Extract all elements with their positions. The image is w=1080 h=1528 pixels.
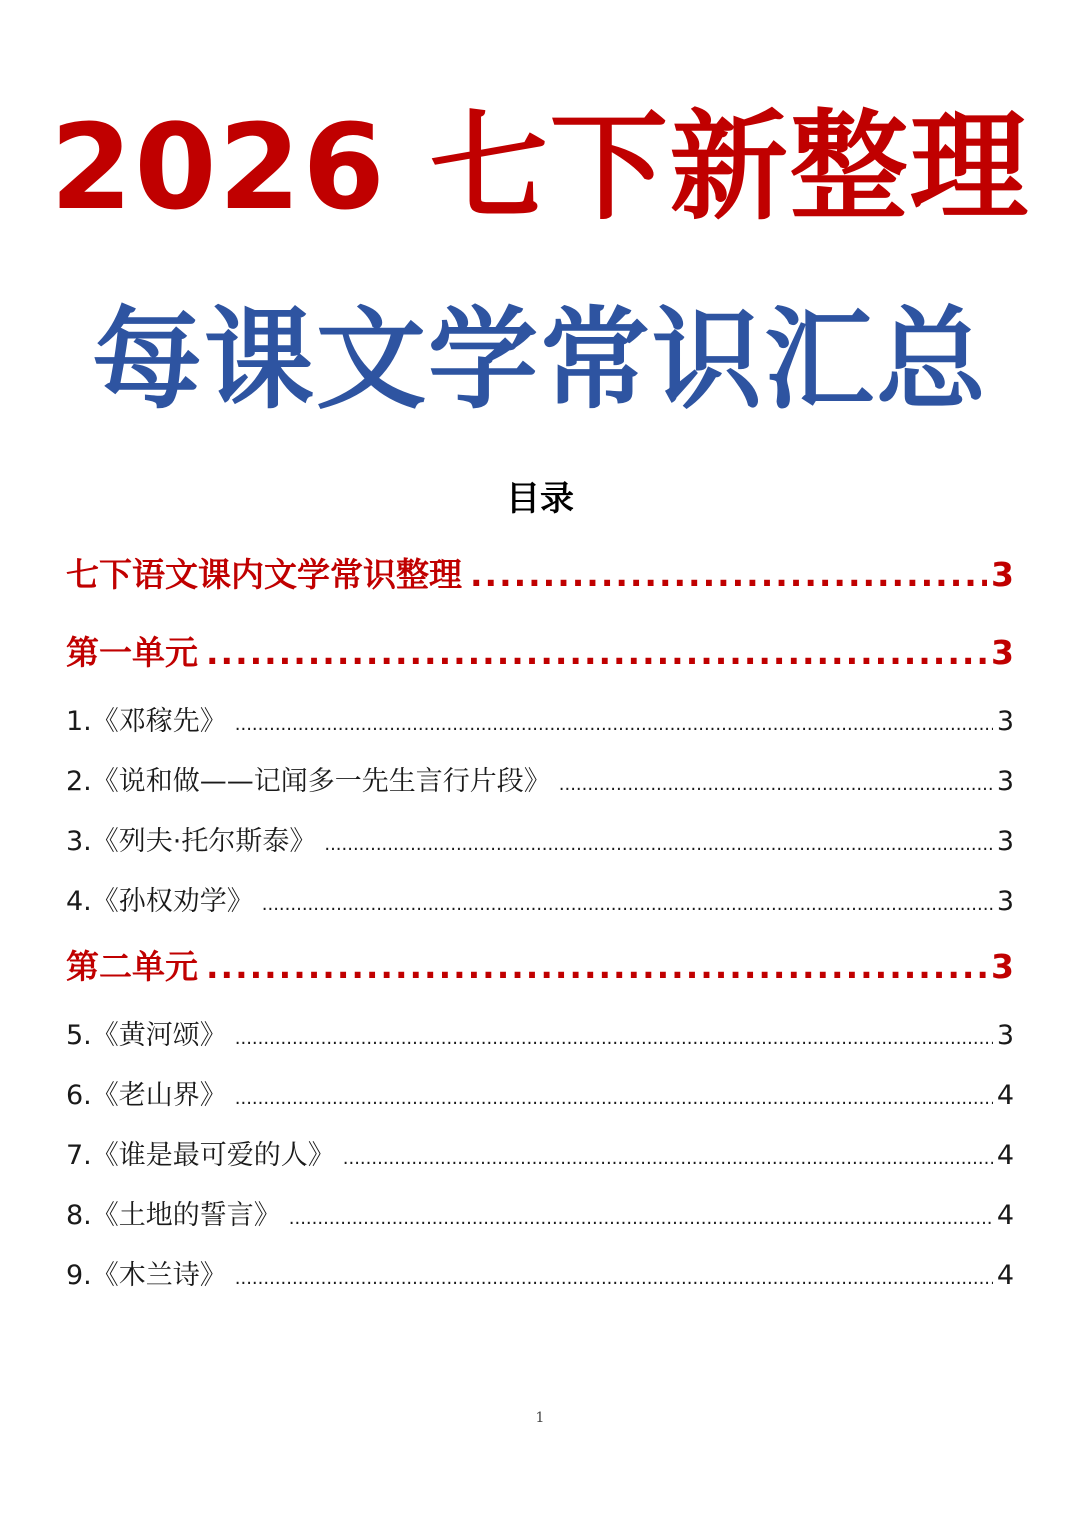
toc-entry-lesson-6[interactable] [66, 1082, 1014, 1109]
toc-page-number: 3 [996, 706, 1014, 737]
toc-dot-leader [343, 1142, 993, 1169]
toc-entry-label: 5.《黄河颂》 [66, 1020, 227, 1051]
toc-dot-leader [235, 708, 993, 735]
toc-entry-lesson-3[interactable] [66, 828, 1014, 855]
toc-dot-leader [324, 828, 992, 855]
toc-entry-unit-2[interactable] [66, 947, 1014, 986]
toc-entry-label: 3.《列夫·托尔斯泰》 [66, 826, 317, 857]
toc-entry-overview[interactable] [66, 555, 1014, 594]
toc-page-number: 3 [996, 886, 1014, 917]
toc-page-number: 4 [996, 1140, 1014, 1171]
toc-page-number: 3 [991, 633, 1014, 672]
toc-entry-unit-1[interactable] [66, 633, 1014, 672]
toc-page-number: 4 [996, 1260, 1014, 1291]
toc-heading: 目录 [506, 479, 574, 519]
toc-dot-leader [206, 636, 987, 669]
toc-page-number: 3 [996, 1020, 1014, 1051]
document-title-line-2: 每课文学常识汇总 [92, 296, 988, 424]
toc-page-number: 3 [996, 826, 1014, 857]
toc-entry-label: 第二单元 [66, 947, 198, 986]
toc-entry-label: 9.《木兰诗》 [66, 1260, 227, 1291]
toc-page-number: 3 [996, 766, 1014, 797]
toc-entry-lesson-4[interactable] [66, 888, 1014, 915]
toc-page-number: 4 [996, 1200, 1014, 1231]
toc-entry-label: 4.《孙权劝学》 [66, 886, 254, 917]
toc-entry-label: 2.《说和做——记闻多一先生言行片段》 [66, 766, 551, 797]
toc-dot-leader [235, 1082, 993, 1109]
toc-entry-lesson-9[interactable] [66, 1262, 1014, 1289]
page-number-footer: 1 [535, 1410, 545, 1426]
toc-entry-label: 1.《邓稼先》 [66, 706, 227, 737]
toc-dot-leader [206, 950, 987, 983]
toc-entry-label: 第一单元 [66, 633, 198, 672]
toc-dot-leader [470, 558, 987, 591]
toc-entry-label: 七下语文课内文学常识整理 [66, 555, 462, 594]
toc-entry-lesson-1[interactable] [66, 708, 1014, 735]
toc-page-number: 4 [996, 1080, 1014, 1111]
toc-dot-leader [235, 1022, 993, 1049]
toc-dot-leader [289, 1202, 993, 1229]
toc-dot-leader [559, 768, 993, 795]
document-title-line-1: 2026 七下新整理 [50, 98, 1030, 236]
toc-entry-label: 6.《老山界》 [66, 1080, 227, 1111]
toc-entry-lesson-7[interactable] [66, 1142, 1014, 1169]
toc-entry-lesson-5[interactable] [66, 1022, 1014, 1049]
toc-page-number: 3 [991, 555, 1014, 594]
toc-entry-lesson-8[interactable] [66, 1202, 1014, 1229]
toc-entry-label: 7.《谁是最可爱的人》 [66, 1140, 335, 1171]
toc-page-number: 3 [991, 947, 1014, 986]
toc-entry-label: 8.《土地的誓言》 [66, 1200, 281, 1231]
toc-entry-lesson-2[interactable] [66, 768, 1014, 795]
toc-dot-leader [235, 1262, 993, 1289]
toc-dot-leader [262, 888, 993, 915]
